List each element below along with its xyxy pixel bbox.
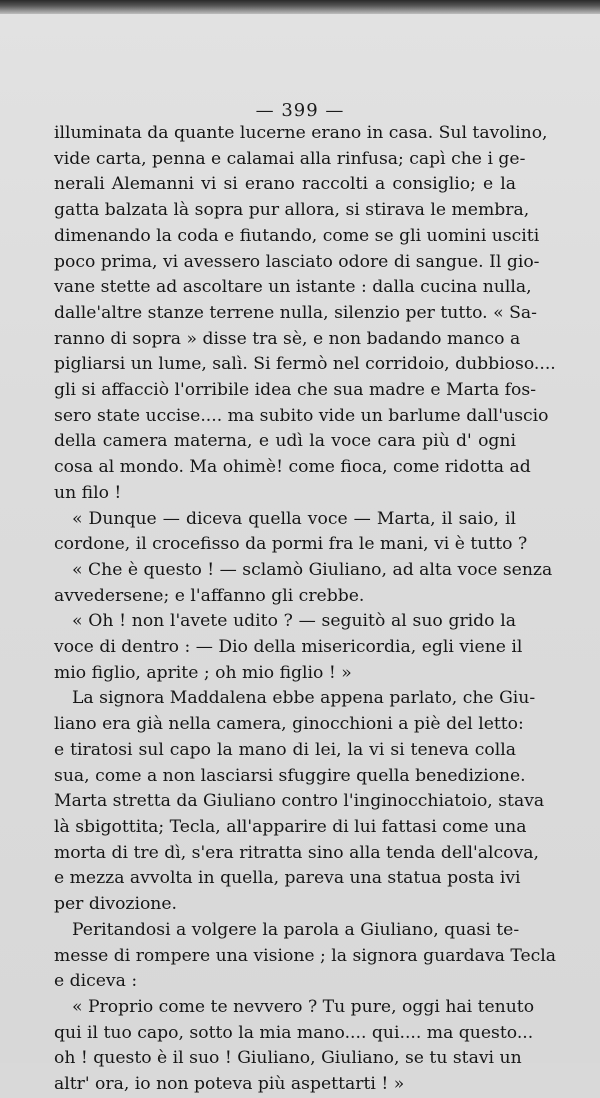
- text-line: avvedersene; e l'affanno gli crebbe.: [54, 585, 365, 606]
- text-line: « Oh ! non l'avete udito ? — seguitò al suo grido la: [72, 611, 516, 632]
- text-line: là sbigottita; Tecla, all'apparire di lui fattasi come una: [54, 816, 527, 837]
- page-top-edge: [0, 0, 600, 14]
- text-line: sua, come a non lasciarsi sfuggire quella benedizione.: [54, 765, 526, 786]
- text-line: cosa al mondo. Ma ohimè! come fioca, come ridotta ad: [54, 457, 531, 478]
- text-line: La signora Maddalena ebbe appena parlato, che Giu-: [72, 688, 536, 709]
- text-line: un filo !: [54, 482, 122, 503]
- text-line: e tiratosi sul capo la mano di lei, la vi si teneva colla: [54, 739, 516, 760]
- text-line: nerali Alemanni vi si erano raccolti a consiglio; e la: [54, 174, 516, 195]
- text-line: dalle'altre stanze terrene nulla, silenzio per tutto. « Sa-: [54, 302, 537, 323]
- text-line: vide carta, penna e calamai alla rinfusa; capì che i ge-: [54, 148, 526, 169]
- text-line: voce di dentro : — Dio della misericordia, egli viene il: [54, 637, 523, 658]
- text-line: « Dunque — diceva quella voce — Marta, il saio, il: [72, 508, 516, 529]
- text-line: « Proprio come te nevvero ? Tu pure, oggi hai tenuto: [72, 996, 535, 1017]
- text-line: oh ! questo è il suo ! Giuliano, Giuliano, se tu stavi un: [54, 1048, 522, 1069]
- body-text: [54, 121, 557, 1098]
- page-number: — 399 —: [255, 100, 345, 121]
- text-line: qui il tuo capo, sotto la mia mano.... qui.... ma questo...: [54, 1022, 534, 1043]
- text-line: liano era già nella camera, ginocchioni a piè del letto:: [54, 714, 524, 735]
- text-line: mio figlio, aprite ; oh mio figlio ! »: [54, 662, 352, 683]
- text-line: messe di rompere una visione ; la signora guardava Tecla: [54, 945, 557, 966]
- text-line: gatta balzata là sopra pur allora, si stirava le membra,: [54, 200, 530, 221]
- text-line: per divozione.: [54, 894, 178, 915]
- text-line: dimenando la coda e fiutando, come se gli uomini usciti: [54, 225, 540, 246]
- text-line: illuminata da quante lucerne erano in casa. Sul tavolino,: [54, 123, 548, 143]
- text-line: morta di tre dì, s'era ritratta sino alla tenda dell'alcova,: [54, 842, 539, 863]
- text-line: altr' ora, io non poteva più aspettarti ! »: [54, 1074, 405, 1095]
- text-line: poco prima, vi avessero lasciato odore di sangue. Il gio-: [54, 251, 540, 272]
- text-line: pigliarsi un lume, salì. Si fermò nel corridoio, dubbioso....: [54, 354, 556, 375]
- text-line: ranno di sopra » disse tra sè, e non badando manco a: [54, 328, 521, 349]
- text-line: Peritandosi a volgere la parola a Giuliano, quasi te-: [72, 919, 520, 940]
- text-line: della camera materna, e udì la voce cara più d' ogni: [54, 431, 516, 452]
- text-line: e mezza avvolta in quella, pareva una statua posta ivi: [54, 868, 521, 889]
- text-line: e diceva :: [54, 971, 138, 992]
- text-line: cordone, il crocefisso da pormi fra le mani, vi è tutto ?: [54, 534, 528, 555]
- text-line: gli si affacciò l'orribile idea che sua madre e Marta fos-: [54, 380, 536, 401]
- text-line: vane stette ad ascoltare un istante : dalla cucina nulla,: [54, 277, 532, 298]
- text-line: sero state uccise.... ma subito vide un barlume dall'uscio: [54, 405, 549, 426]
- text-line: « Che è questo ! — sclamò Giuliano, ad alta voce senza: [72, 559, 553, 580]
- text-line: Marta stretta da Giuliano contro l'inginocchiatoio, stava: [54, 791, 545, 812]
